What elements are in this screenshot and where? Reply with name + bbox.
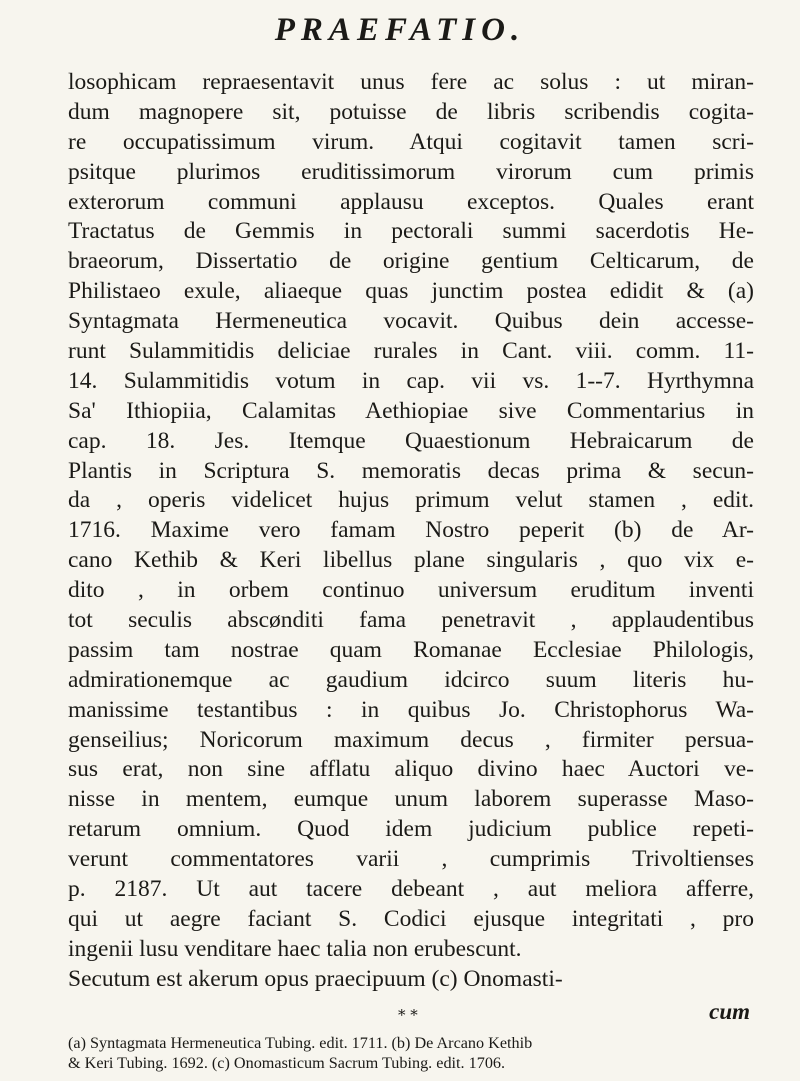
text-line: dito , in orbem continuo universum eruditum inventi [68,577,754,604]
text-line: da , operis videlicet hujus primum velut stamen , edit. [68,487,754,514]
text-line: re occupatissimum virum. Atqui cogitavit tamen scri- [68,128,754,155]
text-line: sus erat, non sine afflatu aliquo divino haec Auctori ve- [68,756,754,783]
text-line: losophicam repraesentavit unus fere ac solus : ut miran- [68,69,754,95]
text-line: exterorum communi applausu exceptos. Quales erant [68,188,754,215]
body-text [68,68,754,995]
text-line: passim tam nostrae quam Romanae Ecclesiae Philologis, [68,636,754,663]
text-line: verunt commentatores varii , cumprimis Trivoltienses [68,846,754,873]
text-line: Syntagmata Hermeneutica vocavit. Quibus dein accesse- [68,308,754,335]
footnotes [68,1033,758,1073]
text-line: Philistaeo exule, aliaeque quas junctim postea edidit & (a) [68,278,754,305]
footnote-line: & Keri Tubing. 1692. (c) Onomasticum Sacrum Tubing. edit. 1706. [68,1054,506,1072]
text-line: retarum omnium. Quod idem judicium publice repeti- [68,816,754,843]
text-line: admirationemque ac gaudium idcirco suum literis hu- [68,666,754,693]
footnote-line: (a) Syntagmata Hermeneutica Tubing. edit. 1711. (b) De Arcano Kethib [68,1034,533,1052]
page-footer [0,999,800,1030]
text-line: 1716. Maxime vero famam Nostro peperit (b) de Ar- [68,517,754,544]
page-title: PRAEFATIO. [274,12,526,48]
text-line: Tractatus de Gemmis in pectorali summi sacerdotis He- [68,218,754,245]
text-line: p. 2187. Ut aut tacere debeant , aut meliora afferre, [68,876,754,903]
text-line: tot seculis abscønditi fama penetravit , applaudentibus [68,607,754,634]
text-line: Sa' Ithiopiia, Calamitas Aethiopiae sive Commentarius in [68,397,754,424]
text-line: cano Kethib & Keri libellus plane singularis , quo vix e- [68,547,754,574]
signature-mark: * * [398,1006,418,1024]
text-line: genseilius; Noricorum maximum decus , firmiter persua- [68,726,754,753]
text-line: braeorum, Dissertatio de origine gentium Celticarum, de [68,248,754,275]
text-line: nisse in mentem, eumque unum laborem superasse Maso- [68,786,754,813]
catchword: cum [709,999,750,1024]
text-line: cap. 18. Jes. Itemque Quaestionum Hebraicarum de [68,427,754,454]
text-line: runt Sulammitidis deliciae rurales in Cant. viii. comm. 11- [68,338,754,365]
text-line: psitque plurimos eruditissimorum virorum cum primis [68,158,754,185]
text-line: 14. Sulammitidis votum in cap. vii vs. 1--7. Hyrthymna [68,367,754,394]
text-line: Plantis in Scriptura S. memoratis decas prima & secun- [68,457,754,484]
text-line: ingenii lusu venditare haec talia non erubescunt. [68,935,522,962]
text-line: qui ut aegre faciant S. Codici ejusque integritati , pro [68,905,754,932]
text-line: dum magnopere sit, potuisse de libris scribendis cogita- [68,98,754,125]
text-line: manissime testantibus : in quibus Jo. Christophorus Wa- [68,696,754,723]
text-line: Secutum est akerum opus praecipuum (c) Onomasti- [68,965,563,992]
